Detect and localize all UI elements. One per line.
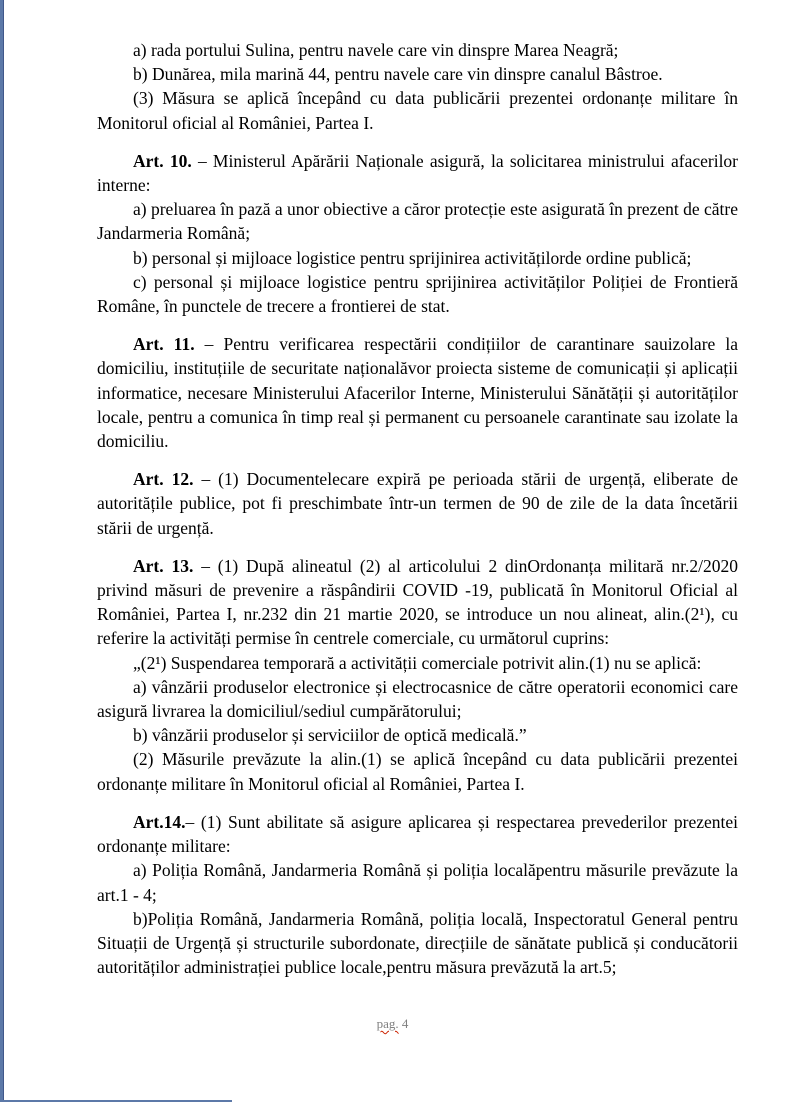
article-11-paragraph — [97, 332, 738, 453]
paragraph: b) vânzării produselor și serviciilor de optică medicală.” — [133, 725, 527, 746]
paragraph: b) personal și mijloace logistice pentru sprijinirea activitățilorde ordine publică; — [133, 247, 692, 268]
paragraph: „(2¹) Suspendarea temporară a activității comerciale potrivit alin.(1) nu se aplică: — [133, 652, 702, 673]
paragraph: a) preluarea în pază a unor obiective a căror protecție este asigurată în prezent de către Jandarmeria Română; — [97, 199, 738, 244]
paragraph: (3) Măsura se aplică începând cu data publicării prezentei ordonanțe militare în Monitorul oficial al României, Partea I. — [97, 88, 738, 133]
paragraph: a) Poliția Română, Jandarmeria Română și poliția localăpentru măsurile prevăzute la art.1 - 4; — [97, 860, 738, 905]
article-10-paragraph — [97, 149, 738, 197]
paragraph: b)Poliția Română, Jandarmeria Română, poliția locală, Inspectoratul General pentru Situații de Urgență și structurile subordonate, direcțiile de sănătate publică și conducătorii autorităților administrației publice locale,pentru măsura prevăzută la art.5; — [97, 908, 738, 978]
paragraph: c) personal și mijloace logistice pentru sprijinirea activităților Poliției de Frontieră Române, în punctele de trecere a frontierei de stat. — [97, 271, 738, 317]
article-text: – Ministerul Apărării Naționale asigură, la solicitarea ministrului afacerilor interne: — [97, 150, 739, 196]
page-footer — [0, 1016, 785, 1032]
article-number: Art. 13. — [133, 555, 194, 576]
article-text: – (1) Documentelecare expiră pe perioada stării de urgență, eliberate de autoritățile publice, pot fi preschimbate într-un termen de 90 de zile de la data încetării stării de urgență. — [97, 469, 739, 538]
article-number: Art. 12. — [133, 469, 194, 490]
article-12-paragraph — [97, 467, 738, 540]
article-14-paragraph — [97, 810, 738, 858]
article-text: – (1) Sunt abilitate să asigure aplicarea și respectarea prevederilor prezentei ordonanțe militare: — [97, 811, 738, 857]
window-left-border — [0, 0, 4, 1102]
paragraph: a) rada portului Sulina, pentru navele care vin dinspre Marea Neagră; — [133, 40, 619, 60]
paragraph: a) vânzării produselor electronice și electrocasnice de către operatorii economici care asigură livrarea la domiciliul/sediul cumpărătorului; — [97, 676, 738, 722]
article-13-paragraph — [97, 554, 738, 651]
footer-page-number: 4 — [401, 1016, 409, 1031]
footer-page-label: pag. — [376, 1016, 399, 1031]
article-text: – (1) După alineatul (2) al articolului 2 dinOrdonanța militară nr.2/2020 privind măsuri de prevenire a răspândirii COVID -19, publicată în Monitorul Oficial al României, Partea I, nr.232 din 21 martie 2020, se introduce un nou alineat, alin.(2¹), cu referire la activități permise în centrele comerciale, cu următorul cuprins: — [97, 555, 739, 649]
article-number: Art. 10. — [133, 150, 192, 171]
document-body — [97, 38, 738, 979]
paragraph: (2) Măsurile prevăzute la alin.(1) se aplică începând cu data publicării prezentei ordonanțe militare în Monitorul oficial al României, Partea I. — [97, 749, 738, 794]
article-number: Art. 11. — [133, 334, 195, 355]
paragraph: b) Dunărea, mila marină 44, pentru navele care vin dinspre canalul Bâstroe. — [133, 64, 663, 85]
article-number: Art.14. — [133, 811, 186, 832]
article-text: – Pentru verificarea respectării condițiilor de carantinare sauizolare la domiciliu, instituțiile de securitate naționalăvor proiecta sisteme de comunicații și aplicații informatice, necesare Ministerului Afacerilor Interne, Ministerului Sănătății și autorităților locale, pentru a comunica în timp real și permanent cu persoanele carantinate sau izolate la domiciliu. — [97, 334, 738, 452]
